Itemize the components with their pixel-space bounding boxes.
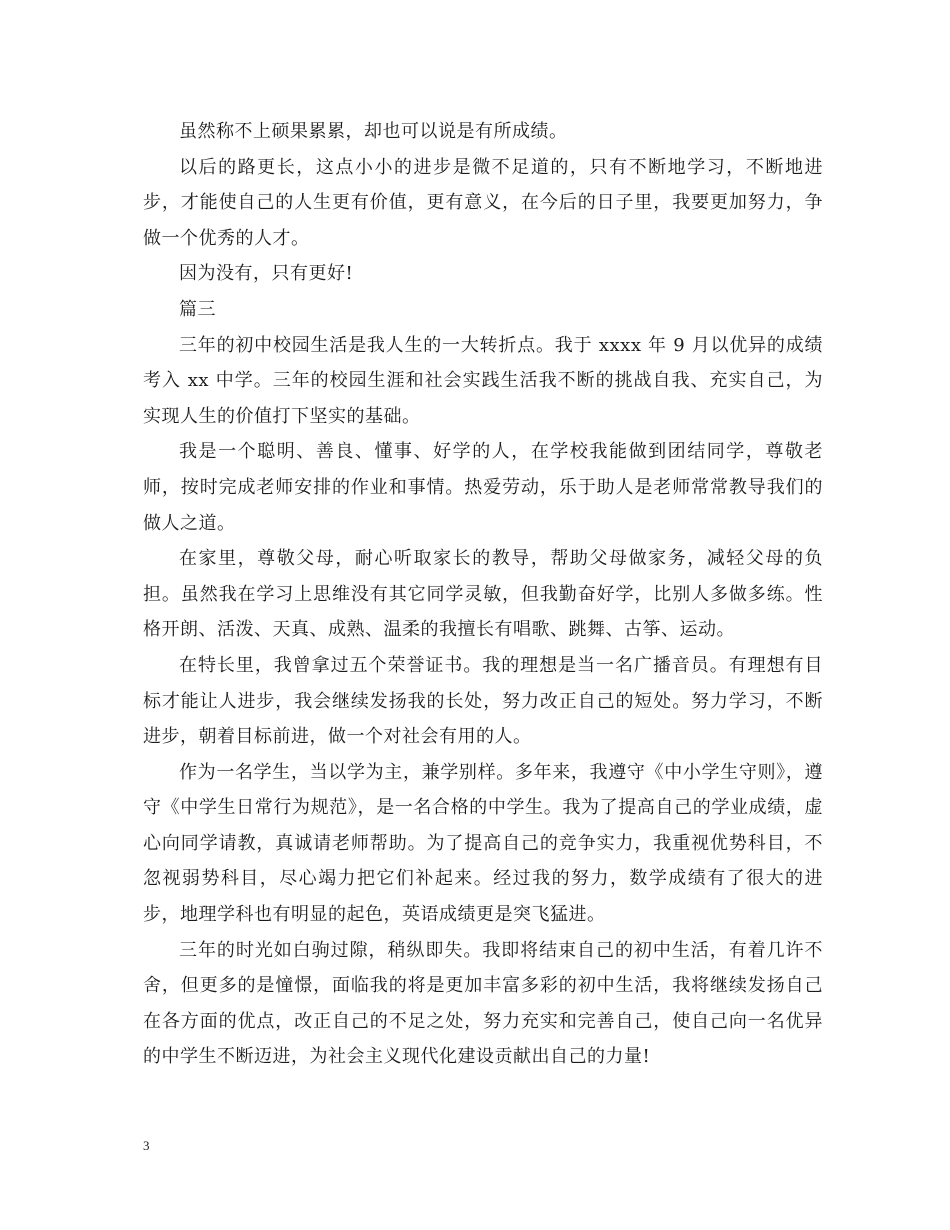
paragraph: 三年的时光如白驹过隙，稍纵即失。我即将结束自己的初中生活，有着几许不舍，但更多的是憧憬，面临我的将是更加丰富多彩的初中生活，我将继续发扬自己在各方面的优点，改正自己的不足之处，努力充实和完善自己，使自己向一名优异的中学生不断迈进，为社会主义现代化建设贡献出自己的力量! bbox=[143, 939, 823, 1068]
section-heading: 篇三 bbox=[179, 298, 216, 320]
paragraph: 因为没有，只有更好! bbox=[179, 263, 354, 285]
paragraph: 在家里，尊敬父母，耐心听取家长的教导，帮助父母做家务，减轻父母的负担。虽然我在学习上思维没有其它同学灵敏，但我勤奋好学，比别人多做多练。性格开朗、活泼、天真、成熟、温柔的我擅长有唱歌、跳舞、古筝、运动。 bbox=[143, 548, 823, 641]
paragraph: 在特长里，我曾拿过五个荣誉证书。我的理想是当一名广播音员。有理想有目标才能让人进步，我会继续发扬我的长处，努力改正自己的短处。努力学习，不断进步，朝着目标前进，做一个对社会有用的人。 bbox=[143, 654, 823, 748]
paragraph: 三年的初中校园生活是我人生的一大转折点。我于 xxxx 年 9 月以优异的成绩考入 xx 中学。三年的校园生涯和社会实践生活我不断的挑战自我、充实自己，为实现人生的价值打下坚实的基础。 bbox=[143, 334, 823, 427]
document-body bbox=[143, 114, 823, 1075]
paragraph: 虽然称不上硕果累累，却也可以说是有所成绩。 bbox=[179, 121, 568, 142]
paragraph: 以后的路更长，这点小小的进步是微不足道的，只有不断地学习，不断地进步，才能使自己的人生更有价值，更有意义，在今后的日子里，我要更加努力，争做一个优秀的人才。 bbox=[143, 156, 823, 249]
paragraph: 我是一个聪明、善良、懂事、好学的人，在学校我能做到团结同学，尊敬老师，按时完成老师安排的作业和事情。热爱劳动，乐于助人是老师常常教导我们的做人之道。 bbox=[143, 441, 823, 534]
page-number: 3 bbox=[143, 1138, 150, 1153]
paragraph: 作为一名学生，当以学为主，兼学别样。多年来，我遵守《中小学生守则》，遵守《中学生日常行为规范》，是一名合格的中学生。我为了提高自己的学业成绩，虚心向同学请教，真诚请老师帮助。为了提高自己的竞争实力，我重视优势科目，不忽视弱势科目，尽心竭力把它们补起来。经过我的努力，数学成绩有了很大的进步，地理学科也有明显的起色，英语成绩更是突飞猛进。 bbox=[143, 761, 823, 926]
